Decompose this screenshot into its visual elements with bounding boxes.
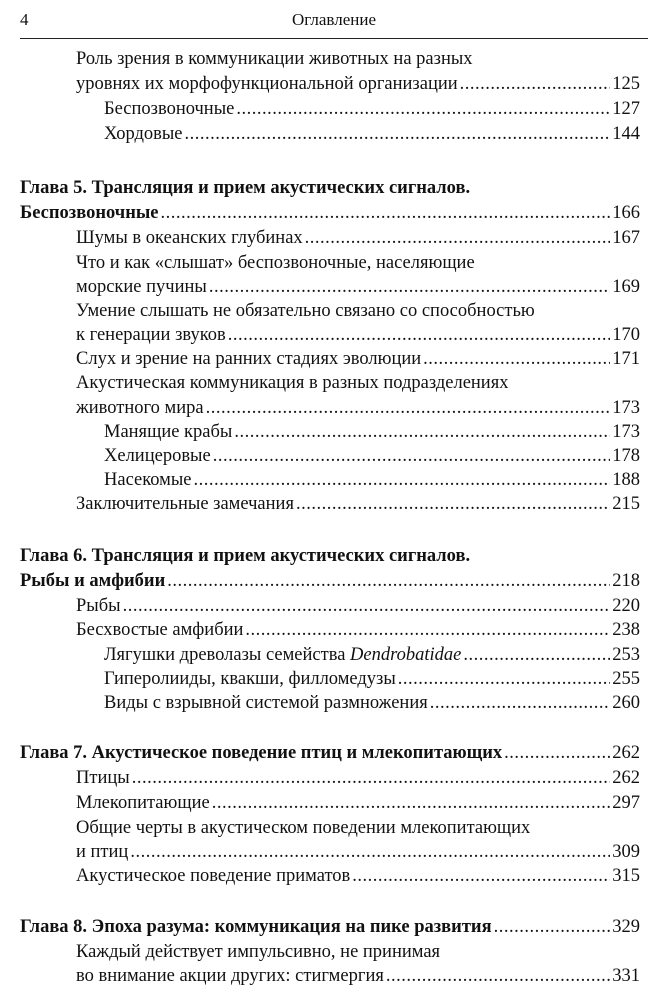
toc-entry-title-line: Каждый действует импульсивно, не принимая [76,942,441,962]
toc-entry[interactable]: Шумы в океанских глубинах ..... 167 [20,226,640,251]
dot-leader [123,594,611,619]
dot-leader [161,201,611,226]
dot-leader [352,864,610,889]
toc-entry[interactable]: морские пучины ..... 169 [20,275,640,300]
toc-entry[interactable]: Акустическое поведение приматов ..... 315 [20,864,640,889]
toc-entry[interactable]: Лягушки древолазы семейства Dendrobatidae ..... 253 [20,643,640,668]
page-ref: 262 [612,743,640,763]
toc-entry-title-line: Умение слышать не обязательно связано со способностью [76,301,535,321]
toc-entry-title-line: Общие черты в акустическом поведении млекопитающих [76,818,531,838]
page-ref: 125 [612,74,640,94]
toc-entry-title-line: Что и как «слышат» беспозвоночные, населяющие [76,253,475,273]
page-ref: 331 [612,966,640,986]
dot-leader [423,347,610,372]
toc-entry[interactable]: Виды с взрывной системой размножения ..... 260 [20,691,640,716]
toc-entry[interactable]: Гиперолииды, квакши, филломедузы ..... 255 [20,667,640,692]
chapter-5-heading: Глава 5. Трансляция и прием акустических сигналов. [20,178,471,198]
dot-leader [209,275,610,300]
toc-entry[interactable]: уровнях их морфофункциональной организации ..... 125 [20,72,640,97]
dot-leader [132,766,611,791]
page-ref: 171 [612,349,640,369]
toc-entry[interactable]: Заключительные замечания ..... 215 [20,492,640,517]
page-ref: 253 [612,645,640,665]
page-ref: 309 [612,842,640,862]
page-header [20,8,648,39]
page-ref: 166 [612,203,640,223]
dot-leader [234,420,610,445]
dot-leader [245,618,610,643]
page-ref: 144 [612,124,640,144]
dot-leader [228,323,610,348]
toc-entry-title-line: Акустическая коммуникация в разных подразделениях [76,373,509,393]
dot-leader [504,741,610,766]
toc-entry-title-line: Роль зрения в коммуникации животных на разных [76,49,473,69]
toc-entry[interactable]: животного мира ..... 173 [20,396,640,421]
page-ref: 262 [612,768,640,788]
dot-leader [430,691,611,716]
toc-entry[interactable]: Слух и зрение на ранних стадиях эволюции ..... 171 [20,347,640,372]
dot-leader [130,840,610,865]
page-ref: 170 [612,325,640,345]
dot-leader [386,964,610,989]
chapter-8-entry[interactable]: Глава 8. Эпоха разума: коммуникация на пике развития ..... 329 [20,915,640,940]
toc-entry[interactable]: Рыбы ..... 220 [20,594,640,619]
toc-entry[interactable]: Хордовые ..... 144 [20,122,640,147]
toc-entry[interactable]: Птицы ..... 262 [20,766,640,791]
page-ref: 220 [612,596,640,616]
dot-leader [398,667,610,692]
page-ref: 169 [612,277,640,297]
toc-entry[interactable]: Бесхвостые амфибии ..... 238 [20,618,640,643]
page-ref: 329 [612,917,640,937]
chapter-7-entry[interactable]: Глава 7. Акустическое поведение птиц и млекопитающих ..... 262 [20,741,640,766]
chapter-6-heading: Глава 6. Трансляция и прием акустических сигналов. [20,546,471,566]
page-ref: 173 [612,398,640,418]
page-ref: 173 [612,422,640,442]
toc-entry[interactable]: во внимание акции других: стигмергия ..... 331 [20,964,640,989]
dot-leader [296,492,610,517]
page-ref: 167 [612,228,640,248]
dot-leader [167,569,610,594]
chapter-6-entry[interactable]: Рыбы и амфибии ..... 218 [20,569,640,594]
toc-entry[interactable]: и птиц ..... 309 [20,840,640,865]
dot-leader [236,97,610,122]
dot-leader [206,396,611,421]
page-number: 4 [20,10,29,29]
page-ref: 297 [612,793,640,813]
dot-leader [194,468,611,493]
toc-entry[interactable]: Манящие крабы ..... 173 [20,420,640,445]
dot-leader [463,643,610,668]
page-ref: 188 [612,470,640,490]
page-ref: 238 [612,620,640,640]
toc-entry[interactable]: Насекомые ..... 188 [20,468,640,493]
page-ref: 218 [612,571,640,591]
page-ref: 215 [612,494,640,514]
toc-entry[interactable]: Хелицеровые ..... 178 [20,444,640,469]
running-title: Оглавление [292,10,376,29]
chapter-5-entry[interactable]: Беспозвоночные ..... 166 [20,201,640,226]
toc-entry[interactable]: Млекопитающие ..... 297 [20,791,640,816]
toc-entry[interactable]: Беспозвоночные ..... 127 [20,97,640,122]
dot-leader [494,915,611,940]
page-ref: 127 [612,99,640,119]
page-ref: 178 [612,446,640,466]
page-ref: 260 [612,693,640,713]
dot-leader [460,72,611,97]
toc-entry[interactable]: к генерации звуков ..... 170 [20,323,640,348]
page-ref: 315 [612,866,640,886]
page-ref: 255 [612,669,640,689]
dot-leader [213,444,611,469]
dot-leader [305,226,611,251]
dot-leader [212,791,611,816]
dot-leader [185,122,611,147]
